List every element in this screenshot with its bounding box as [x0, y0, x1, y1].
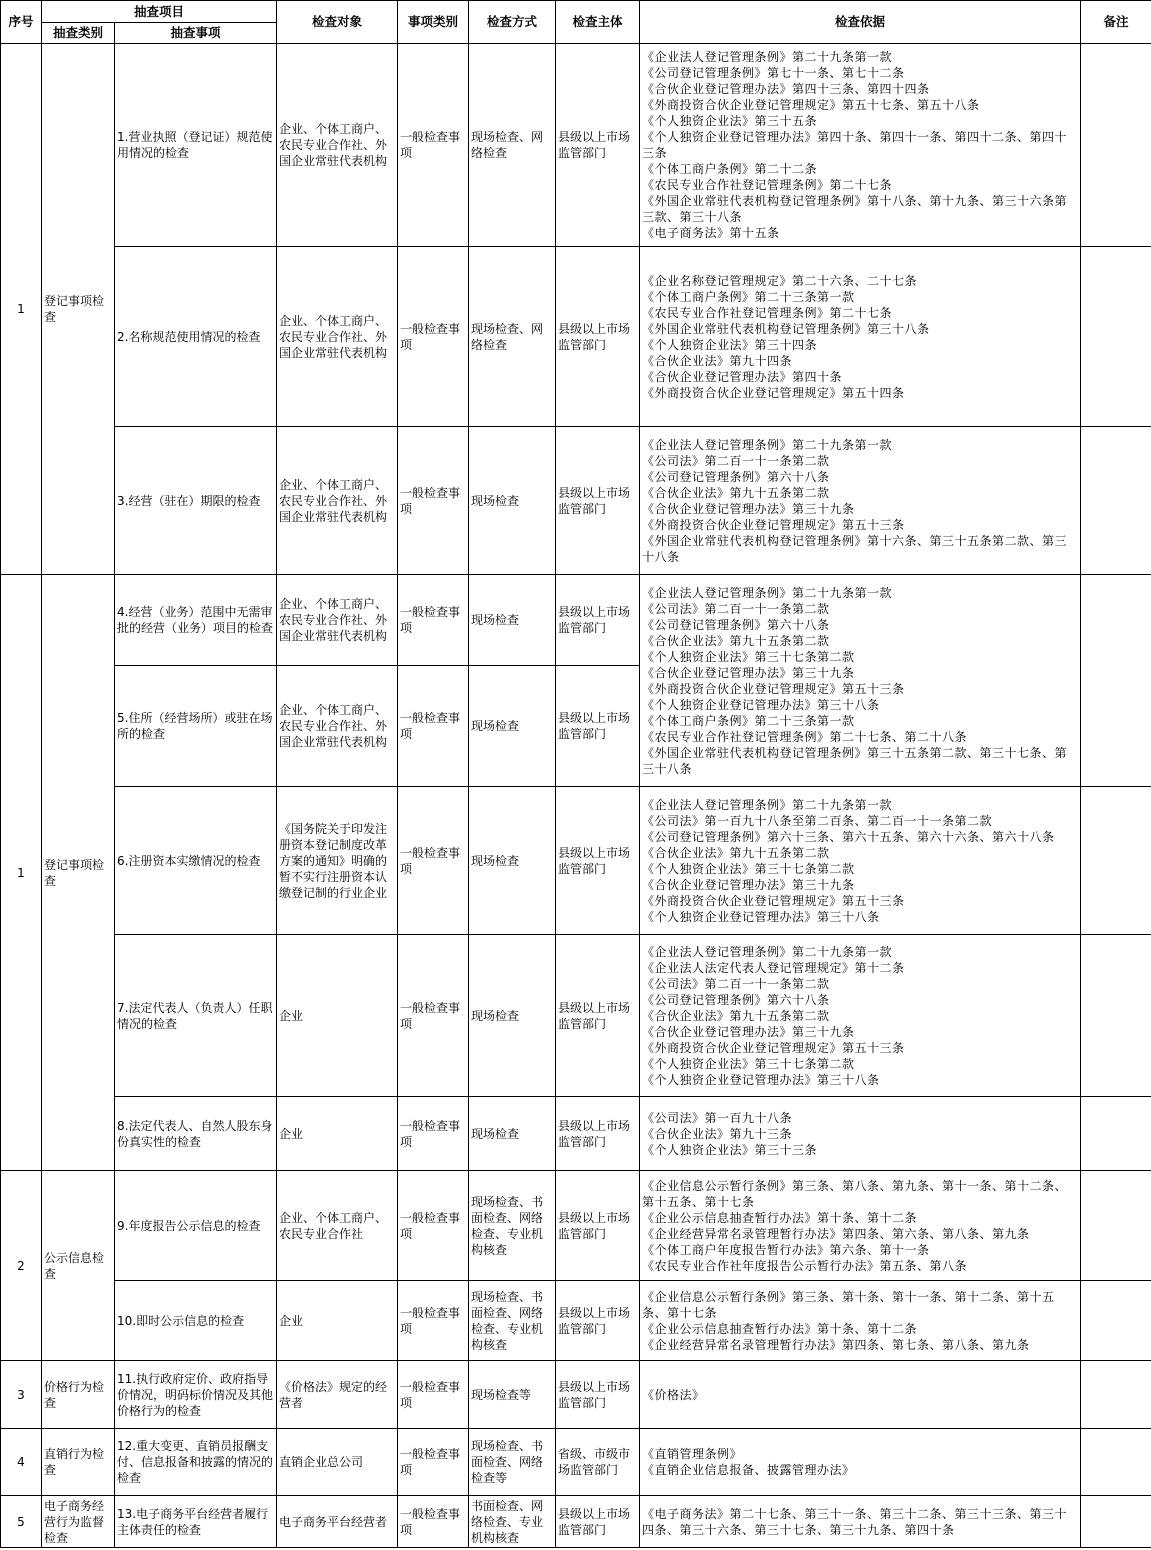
table-row — [1, 44, 1151, 247]
basis-line: 《个人独资企业登记管理办法》第四十条、第四十一条、第四十二条、第四十三条 — [642, 130, 1068, 160]
basis-line: 《企业法人登记管理条例》第二十九条第一款 — [642, 50, 893, 64]
item-type-cell: 一般检查事项 — [398, 666, 469, 787]
basis-line: 《企业法人登记管理条例》第二十九条第一款 — [642, 944, 893, 959]
basis-line: 《电子商务法》第二十七条、第三十一条、第三十二条、第三十三条、第三十四条、第三十六条、第三十七条、第三十九条、第四十条 — [642, 1506, 1068, 1537]
basis-line: 《外商投资合伙企业登记管理规定》第五十三条 — [642, 681, 905, 696]
basis-line: 《公司登记管理条例》第六十八条 — [642, 617, 830, 632]
basis-line: 《价格法》 — [642, 1387, 705, 1402]
basis-line: 《合伙企业法》第九十五条第二款 — [642, 845, 830, 860]
matter-cell: 10.即时公示信息的检查 — [115, 1281, 277, 1361]
basis-cell — [640, 575, 1081, 787]
method-cell: 现场检查 — [469, 1097, 556, 1171]
basis-cell — [640, 935, 1081, 1097]
subject-cell: 县级以上市场监管部门 — [556, 787, 640, 935]
item-type-cell: 一般检查事项 — [398, 1281, 469, 1361]
method-cell: 现场检查 — [469, 935, 556, 1097]
basis-line: 《农民专业合作社登记管理条例》第二十七条 — [642, 305, 893, 320]
item-type-cell: 一般检查事项 — [398, 787, 469, 935]
target-cell: 企业 — [277, 1281, 398, 1361]
basis-line: 《个人独资企业法》第三十三条 — [642, 1142, 818, 1157]
item-type-cell: 一般检查事项 — [398, 1171, 469, 1281]
basis-line: 《个体工商户条例》第二十三条第一款 — [642, 713, 855, 728]
table-row — [1, 935, 1151, 1097]
subject-cell: 县级以上市场监管部门 — [556, 247, 640, 427]
subject-cell: 县级以上市场监管部门 — [556, 1171, 640, 1281]
item-type-cell: 一般检查事项 — [398, 1361, 469, 1429]
subject-cell: 县级以上市场监管部门 — [556, 44, 640, 247]
basis-line: 《合伙企业法》第九十四条 — [642, 353, 793, 368]
category-cell: 直销行为检查 — [42, 1429, 115, 1496]
subject-cell: 县级以上市场监管部门 — [556, 575, 640, 666]
basis-cell — [640, 1097, 1081, 1171]
basis-line: 《公司登记管理条例》第六十三条、第六十五条、第六十六条、第六十八条 — [642, 829, 1055, 844]
seq-cell: 5 — [1, 1496, 42, 1548]
seq-cell: 1 — [1, 575, 42, 1171]
header-seq: 序号 — [1, 1, 42, 44]
header-target: 检查对象 — [277, 1, 398, 44]
subject-cell: 县级以上市场监管部门 — [556, 1281, 640, 1361]
basis-line: 《公司登记管理条例》第六十八条 — [642, 469, 830, 484]
basis-line: 《合伙企业法》第九十五条第二款 — [642, 485, 830, 500]
basis-line: 《公司法》第一百九十八条 — [642, 1110, 793, 1125]
basis-cell — [640, 44, 1081, 247]
basis-cell — [640, 247, 1081, 427]
matter-cell: 9.年度报告公示信息的检查 — [115, 1171, 277, 1281]
basis-line: 《公司法》第二百一十一条第二款 — [642, 601, 830, 616]
basis-line: 《企业法人登记管理条例》第二十九条第一款 — [642, 797, 893, 812]
method-cell: 现场检查等 — [469, 1361, 556, 1429]
table-row — [1, 427, 1151, 575]
basis-line: 《企业经营异常名录管理暂行办法》第四条、第七条、第八条、第九条 — [642, 1337, 1030, 1352]
basis-line: 《个人独资企业登记管理办法》第三十八条 — [642, 909, 880, 924]
basis-line: 《合伙企业法》第九十五条第二款 — [642, 633, 830, 648]
remark-cell — [1081, 44, 1151, 247]
table-row — [1, 1281, 1151, 1361]
table-row — [1, 1361, 1151, 1429]
basis-line: 《合伙企业登记管理办法》第三十九条 — [642, 877, 855, 892]
target-cell: 企业、个体工商户、农民专业合作社 — [277, 1171, 398, 1281]
basis-line: 《企业公示信息抽查暂行办法》第十条、第十二条 — [642, 1210, 918, 1225]
basis-cell — [640, 1496, 1081, 1548]
subject-cell: 县级以上市场监管部门 — [556, 1361, 640, 1429]
basis-line: 《个人独资企业法》第三十七条第二款 — [642, 649, 855, 664]
basis-line: 《直销企业信息报备、披露管理办法》 — [642, 1463, 855, 1477]
remark-cell — [1081, 247, 1151, 427]
header-item-type: 事项类别 — [398, 1, 469, 44]
subject-cell: 省级、市级市场监管部门 — [556, 1429, 640, 1496]
method-cell: 书面检查、网络检查、专业机构核查 — [469, 1496, 556, 1548]
table-row — [1, 575, 1151, 666]
basis-line: 《合伙企业登记管理办法》第三十九条 — [642, 665, 855, 680]
table-row — [1, 247, 1151, 427]
basis-line: 《个人独资企业法》第三十七条第二款 — [642, 1056, 855, 1071]
basis-line: 《直销管理条例》 — [642, 1447, 743, 1461]
remark-cell — [1081, 1171, 1151, 1281]
basis-line: 《企业信息公示暂行条例》第三条、第八条、第九条、第十一条、第十二条、第十五条、第十七条 — [642, 1178, 1068, 1209]
basis-line: 《个人独资企业法》第三十四条 — [642, 337, 818, 352]
target-cell: 《国务院关于印发注册资本登记制度改革方案的通知》明确的暂不实行注册资本认缴登记制的行业企业 — [277, 787, 398, 935]
basis-cell — [640, 787, 1081, 935]
basis-line: 《个体工商户条例》第二十三条第一款 — [642, 289, 855, 304]
category-cell: 登记事项检查 — [42, 575, 115, 1171]
target-cell: 企业、个体工商户、农民专业合作社、外国企业常驻代表机构 — [277, 575, 398, 666]
remark-cell — [1081, 787, 1151, 935]
remark-cell — [1081, 1361, 1151, 1429]
basis-cell — [640, 1171, 1081, 1281]
header-method: 检查方式 — [469, 1, 556, 44]
matter-cell: 12.重大变更、直销员报酬支付、信息报备和披露的情况的检查 — [115, 1429, 277, 1496]
matter-cell: 4.经营（业务）范围中无需审批的经营（业务）项目的检查 — [115, 575, 277, 666]
basis-line: 《外国企业常驻代表机构登记管理条例》第三十八条 — [642, 321, 930, 336]
basis-line: 《个人独资企业法》第三十七条第二款 — [642, 861, 855, 876]
basis-line: 《外国企业常驻代表机构登记管理条例》第十六条、第三十五条第二款、第三十八条 — [642, 533, 1068, 564]
basis-line: 《公司法》第一百九十八条至第二百条、第二百一十一条第二款 — [642, 813, 993, 828]
method-cell: 现场检查 — [469, 666, 556, 787]
target-cell: 企业、个体工商户、农民专业合作社、外国企业常驻代表机构 — [277, 247, 398, 427]
subject-cell: 县级以上市场监管部门 — [556, 1496, 640, 1548]
subject-cell: 县级以上市场监管部门 — [556, 1097, 640, 1171]
item-type-cell: 一般检查事项 — [398, 575, 469, 666]
remark-cell — [1081, 935, 1151, 1097]
basis-cell — [640, 427, 1081, 575]
remark-cell — [1081, 1281, 1151, 1361]
seq-cell: 3 — [1, 1361, 42, 1429]
basis-cell — [640, 1361, 1081, 1429]
target-cell: 企业、个体工商户、农民专业合作社、外国企业常驻代表机构 — [277, 666, 398, 787]
target-cell: 《价格法》规定的经营者 — [277, 1361, 398, 1429]
basis-line: 《个人独资企业登记管理办法》第三十八条 — [642, 697, 880, 712]
item-type-cell: 一般检查事项 — [398, 44, 469, 247]
target-cell: 企业 — [277, 935, 398, 1097]
header-item-group: 抽查项目 — [42, 1, 277, 23]
item-type-cell: 一般检查事项 — [398, 247, 469, 427]
basis-line: 《公司法》第二百一十一条第二款 — [642, 453, 830, 468]
method-cell: 现场检查 — [469, 787, 556, 935]
basis-line: 《合伙企业登记管理办法》第三十九条 — [642, 501, 855, 516]
seq-cell: 2 — [1, 1171, 42, 1361]
basis-line: 《公司登记管理条例》第七十一条、第七十二条 — [642, 66, 905, 80]
header-category: 抽查类别 — [42, 23, 115, 44]
subject-cell: 县级以上市场监管部门 — [556, 935, 640, 1097]
seq-cell: 4 — [1, 1429, 42, 1496]
basis-line: 《农民专业合作社年度报告公示暂行办法》第五条、第八条 — [642, 1258, 968, 1273]
remark-cell — [1081, 427, 1151, 575]
basis-line: 《企业法人登记管理条例》第二十九条第一款 — [642, 437, 893, 452]
basis-line: 《外商投资合伙企业登记管理规定》第五十三条 — [642, 517, 905, 532]
matter-cell: 6.注册资本实缴情况的检查 — [115, 787, 277, 935]
category-cell: 电子商务经营行为监督检查 — [42, 1496, 115, 1548]
table-row — [1, 1496, 1151, 1548]
basis-line: 《企业信息公示暂行条例》第三条、第十条、第十一条、第十二条、第十五条、第十七条 — [642, 1289, 1055, 1320]
basis-line: 《企业名称登记管理规定》第二十六条、二十七条 — [642, 273, 918, 288]
remark-cell — [1081, 1496, 1151, 1548]
table-row — [1, 1097, 1151, 1171]
basis-line: 《农民专业合作社登记管理条例》第二十七条 — [642, 178, 893, 192]
basis-line: 《公司登记管理条例》第六十八条 — [642, 992, 830, 1007]
target-cell: 企业、个体工商户、农民专业合作社、外国企业常驻代表机构 — [277, 427, 398, 575]
matter-cell: 1.营业执照（登记证）规范使用情况的检查 — [115, 44, 277, 247]
table-row — [1, 1429, 1151, 1496]
target-cell: 企业 — [277, 1097, 398, 1171]
method-cell: 现场检查、书面检查、网络检查等 — [469, 1429, 556, 1496]
remark-cell — [1081, 1097, 1151, 1171]
item-type-cell: 一般检查事项 — [398, 935, 469, 1097]
header-remark: 备注 — [1081, 1, 1151, 44]
remark-cell — [1081, 575, 1151, 787]
method-cell: 现场检查 — [469, 575, 556, 666]
category-cell: 公示信息检查 — [42, 1171, 115, 1361]
basis-line: 《外商投资合伙企业登记管理规定》第五十四条 — [642, 385, 905, 400]
basis-line: 《农民专业合作社登记管理条例》第二十七条、第二十八条 — [642, 729, 968, 744]
matter-cell: 13.电子商务平台经营者履行主体责任的检查 — [115, 1496, 277, 1548]
table-row — [1, 1171, 1151, 1281]
matter-cell: 3.经营（驻在）期限的检查 — [115, 427, 277, 575]
category-cell: 价格行为检查 — [42, 1361, 115, 1429]
method-cell: 现场检查、书面检查、网络检查、专业机构核查 — [469, 1281, 556, 1361]
basis-line: 《合伙企业登记管理办法》第四十条 — [642, 369, 843, 384]
header-basis: 检查依据 — [640, 1, 1081, 44]
subject-cell: 县级以上市场监管部门 — [556, 666, 640, 787]
basis-line: 《个体工商户年度报告暂行办法》第六条、第十一条 — [642, 1242, 930, 1257]
basis-line: 《外商投资合伙企业登记管理规定》第五十七条、第五十八条 — [642, 98, 980, 112]
basis-line: 《合伙企业法》第九十五条第二款 — [642, 1008, 830, 1023]
item-type-cell: 一般检查事项 — [398, 1496, 469, 1548]
basis-line: 《企业经营异常名录管理暂行办法》第四条、第六条、第八条、第九条 — [642, 1226, 1030, 1241]
matter-cell: 5.住所（经营场所）或驻在场所的检查 — [115, 666, 277, 787]
method-cell: 现场检查、书面检查、网络检查、专业机构核查 — [469, 1171, 556, 1281]
basis-cell — [640, 1429, 1081, 1496]
basis-line: 《企业法人登记管理条例》第二十九条第一款 — [642, 585, 893, 600]
basis-line: 《企业法人法定代表人登记管理规定》第十二条 — [642, 960, 905, 975]
matter-cell: 11.执行政府定价、政府指导价情况，明码标价情况及其他价格行为的检查 — [115, 1361, 277, 1429]
basis-line: 《外国企业常驻代表机构登记管理条例》第十八条、第十九条、第三十六条第三款、第三十八条 — [642, 194, 1068, 224]
basis-line: 《电子商务法》第十五条 — [642, 226, 780, 240]
table-row — [1, 787, 1151, 935]
header-subject: 检查主体 — [556, 1, 640, 44]
item-type-cell: 一般检查事项 — [398, 1429, 469, 1496]
item-type-cell: 一般检查事项 — [398, 1097, 469, 1171]
basis-cell — [640, 1281, 1081, 1361]
method-cell: 现场检查、网络检查 — [469, 247, 556, 427]
basis-line: 《公司法》第二百一十一条第二款 — [642, 976, 830, 991]
target-cell: 企业、个体工商户、农民专业合作社、外国企业常驻代表机构 — [277, 44, 398, 247]
basis-line: 《个人独资企业法》第三十五条 — [642, 114, 818, 128]
matter-cell: 7.法定代表人（负责人）任职情况的检查 — [115, 935, 277, 1097]
item-type-cell: 一般检查事项 — [398, 427, 469, 575]
category-cell: 登记事项检查 — [42, 44, 115, 575]
method-cell: 现场检查、网络检查 — [469, 44, 556, 247]
target-cell: 电子商务平台经营者 — [277, 1496, 398, 1548]
basis-line: 《合伙企业法》第九十三条 — [642, 1126, 793, 1141]
method-cell: 现场检查 — [469, 427, 556, 575]
basis-line: 《外国企业常驻代表机构登记管理条例》第三十五条第二款、第三十七条、第三十八条 — [642, 745, 1068, 776]
basis-line: 《外商投资合伙企业登记管理规定》第五十三条 — [642, 1040, 905, 1055]
basis-line: 《合伙企业登记管理办法》第四十三条、第四十四条 — [642, 82, 930, 96]
basis-line: 《外商投资合伙企业登记管理规定》第五十三条 — [642, 893, 905, 908]
basis-line: 《个人独资企业登记管理办法》第三十八条 — [642, 1072, 880, 1087]
matter-cell: 2.名称规范使用情况的检查 — [115, 247, 277, 427]
remark-cell — [1081, 1429, 1151, 1496]
seq-cell: 1 — [1, 44, 42, 575]
subject-cell: 县级以上市场监管部门 — [556, 427, 640, 575]
basis-line: 《合伙企业登记管理办法》第三十九条 — [642, 1024, 855, 1039]
target-cell: 直销企业总公司 — [277, 1429, 398, 1496]
basis-line: 《企业公示信息抽查暂行办法》第十条、第十二条 — [642, 1321, 918, 1336]
basis-line: 《个体工商户条例》第二十二条 — [642, 162, 818, 176]
matter-cell: 8.法定代表人、自然人股东身份真实性的检查 — [115, 1097, 277, 1171]
header-matter: 抽查事项 — [115, 23, 277, 44]
